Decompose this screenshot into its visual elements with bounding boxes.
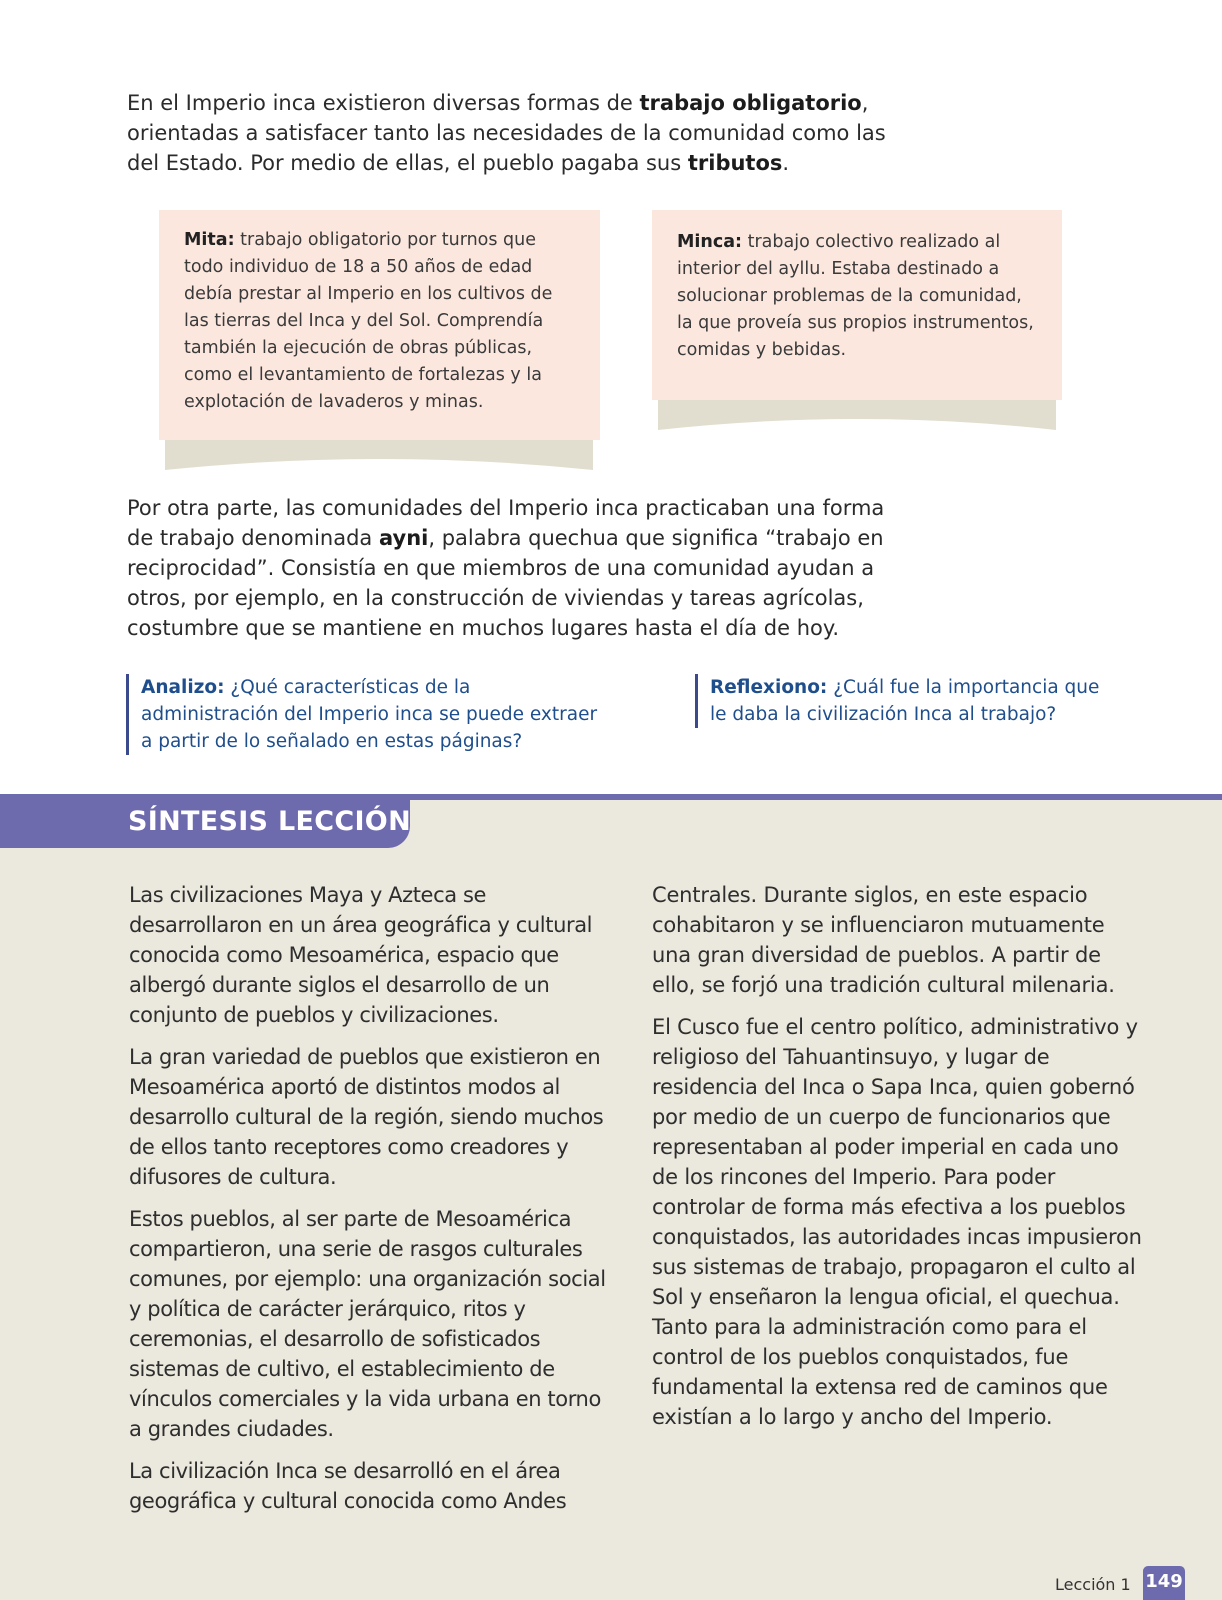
intro-bold-tributos: tributos xyxy=(687,151,783,175)
mita-card-curl xyxy=(165,440,593,470)
synthesis-paragraph: Las civilizaciones Maya y Azteca se desarrollaron en un área geográfica y cultural conocida como Mesoamérica, espacio que albergó durante siglos el desarrollo de un conjunto de pueblos y civilizaciones. xyxy=(129,883,593,1027)
synthesis-title: SÍNTESIS LECCIÓN xyxy=(128,806,411,837)
ayni-paragraph xyxy=(127,493,917,643)
synthesis-right-column xyxy=(652,880,1142,1444)
mita-term: Mita: xyxy=(184,230,235,250)
analizo-text: ¿Qué características de la administración del Imperio inca se puede extraer a partir de lo señalado en estas páginas? xyxy=(141,677,598,752)
minca-definition: trabajo colectivo realizado al interior del ayllu. Estaba destinado a solucionar problemas de la comunidad, la que proveía sus propios instrumentos, comidas y bebidas. xyxy=(677,232,1034,360)
intro-text-2: , orientadas a satisfacer tanto las necesidades de la comunidad como las del Estado. Por medio de ellas, el pueblo pagaba sus xyxy=(127,91,886,175)
ayni-text-1: Por otra parte, las comunidades del Imperio inca practicaban una forma de trabajo denominada xyxy=(127,496,885,550)
intro-paragraph xyxy=(127,88,907,178)
reflexiono-label: Reflexiono: xyxy=(710,677,828,698)
synthesis-paragraph: Estos pueblos, al ser parte de Mesoamérica compartieron, una serie de rasgos culturales comunes, por ejemplo: una organización social y política de carácter jerárquico, ritos y ceremonias, el desarrollo de sofisticados sistemas de cultivo, el establecimiento de vínculos comerciales y la vida urbana en torno a grandes ciudades. xyxy=(129,1207,606,1441)
minca-term: Minca: xyxy=(677,232,743,252)
synthesis-left-column xyxy=(129,880,619,1528)
ayni-bold: ayni xyxy=(378,526,429,550)
synthesis-paragraph: El Cusco fue el centro político, administrativo y religioso del Tahuantinsuyo, y lugar de residencia del Inca o Sapa Inca, quien gobernó por medio de un cuerpo de funcionarios que representaban al poder imperial en cada uno de los rincones del Imperio. Para poder controlar de forma más efectiva a los pueblos conquistados, las autoridades incas impusieron sus sistemas de trabajo, propagaron el culto al Sol y enseñaron la lengua oficial, el quechua. Tanto para la administración como para el control de los pueblos conquistados, fue fundamental la extensa red de caminos que existían a lo largo y ancho del Imperio. xyxy=(652,1015,1142,1429)
page-number: 149 xyxy=(1143,1566,1185,1600)
mita-card xyxy=(159,210,600,440)
synthesis-paragraph: Centrales. Durante siglos, en este espacio cohabitaron y se influenciaron mutuamente una gran diversidad de pueblos. A partir de ello, se forjó una tradición cultural milenaria. xyxy=(652,883,1115,997)
reflexiono-text: ¿Cuál fue la importancia que le daba la civilización Inca al trabajo? xyxy=(710,677,1100,725)
intro-bold-trabajo: trabajo obligatorio xyxy=(639,91,862,115)
synthesis-paragraph: La gran variedad de pueblos que existieron en Mesoamérica aportó de distintos modos al desarrollo cultural de la región, siendo muchos de ellos tanto receptores como creadores y difusores de cultura. xyxy=(129,1045,604,1189)
mita-definition: trabajo obligatorio por turnos que todo individuo de 18 a 50 años de edad debía prestar al Imperio en los cultivos de las tierras del Inca y del Sol. Comprendía también la ejecución de obras públicas, como el levantamiento de fortalezas y la explotación de lavaderos y minas. xyxy=(184,230,553,412)
analizo-label: Analizo: xyxy=(141,677,225,698)
intro-text-3: . xyxy=(782,151,790,175)
ayni-text-2: , palabra quechua que significa “trabajo en reciprocidad”. Consistía en que miembros de una comunidad ayudan a otros, por ejemplo, en la construcción de viviendas y tareas agrícolas, costumbre que se mantiene en muchos lugares hasta el día de hoy. xyxy=(127,526,884,640)
minca-card-curl xyxy=(658,400,1056,430)
intro-text-1: En el Imperio inca existieron diversas formas de xyxy=(127,91,640,115)
synthesis-paragraph: La civilización Inca se desarrolló en el área geográfica y cultural conocida como Andes xyxy=(129,1459,567,1513)
reflexiono-question xyxy=(695,674,1110,728)
analizo-question xyxy=(126,674,601,755)
lesson-label: Lección 1 xyxy=(1055,1575,1131,1594)
minca-card xyxy=(652,210,1062,400)
